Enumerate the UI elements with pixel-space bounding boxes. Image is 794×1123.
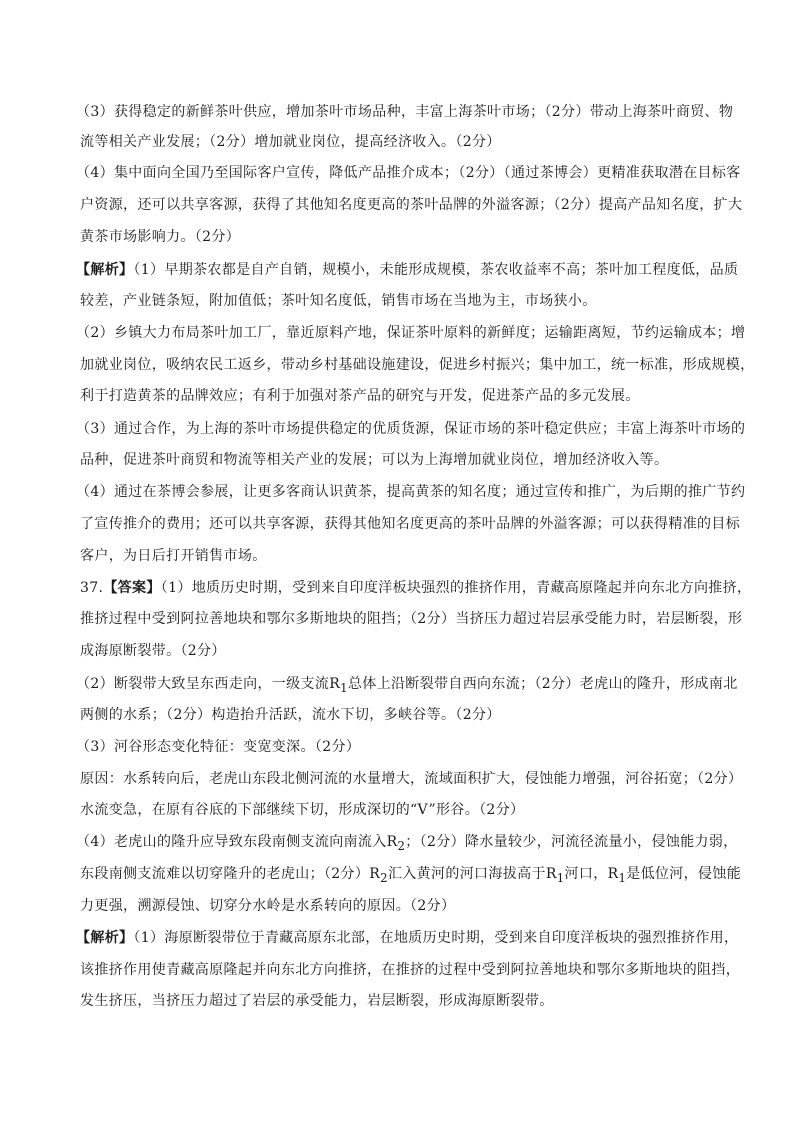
- text-line: 户资源，还可以共享客源，获得了其他知名度更高的茶叶品牌的外溢客源；（2分）提高产品知名度，扩大: [80, 197, 743, 213]
- text-line: 了宣传推介的费用；还可以共享客源，获得其他知名度更高的茶叶品牌的外溢客源；可以获得精准的目标: [80, 516, 741, 532]
- analysis-label: 【解析】: [76, 262, 134, 278]
- text-line: 客户，为日后打开销售市场。: [80, 548, 267, 564]
- text-line: （3）通过合作，为上海的茶叶市场提供稳定的优质货源，保证市场的茶叶稳定供应；丰富上海茶叶市场的: [76, 421, 746, 437]
- text-line: 力更强，溯源侵蚀、切穿分水岭是水系转向的原因。（2分）: [80, 898, 456, 914]
- symbol-r1: $R_1$: [607, 866, 627, 885]
- text-line: 较差，产业链条短，附加值低；茶叶知名度低，销售市场在当地为主，市场狭小。: [80, 293, 597, 309]
- text-line: （4）集中面向全国乃至国际客户宣传，降低产品推介成本；（2分）（通过茶博会）更精准获取潜在目标客: [76, 165, 741, 181]
- text-line: （4）通过在茶博会参展，让更多客商认识黄茶，提高黄茶的知名度；通过宣传和推广，为后期的推广节约: [76, 484, 746, 500]
- text-line: 原因：水系转向后，老虎山东段北侧河流的水量增大，流域面积扩大，侵蚀能力增强，河谷拓宽；（2分）: [80, 771, 743, 787]
- text-line: 该推挤作用使青藏高原隆起并向东北方向推挤，在推挤的过程中受到阿拉善地块和鄂尔多斯地块的阻挡，: [80, 962, 741, 978]
- text-line: 加就业岗位，吸纳农民工返乡，带动乡村基础设施建设，促进乡村振兴；集中加工，统一标准，形成规模，: [80, 357, 755, 373]
- text-line: 两侧的水系；（2分）构造抬升活跃，流水下切，多峡谷等。（2分）: [80, 707, 501, 723]
- text-line: 利于打造黄茶的品牌效应；有利于加强对茶产品的研究与开发，促进茶产品的多元发展。: [80, 388, 640, 404]
- text-line: 【解析】（1）早期茶农都是自产自销，规模小，未能形成规模，茶农收益率不高；茶叶加工程度低，品质: [76, 262, 739, 278]
- text-line: 【解析】（1）海原断裂带位于青藏高原东北部，在地质历史时期，受到来自印度洋板块的强烈推挤作用，: [76, 930, 739, 946]
- text-line: 37.【答案】（1）地质历史时期，受到来自印度洋板块强烈的推挤作用，青藏高原隆起并向东北方向推挤，: [80, 580, 752, 596]
- text-line: 水流变急，在原有谷底的下部继续下切，形成深切的“V”形谷。（2分）: [80, 802, 525, 818]
- text-line: 推挤过程中受到阿拉善地块和鄂尔多斯地块的阻挡；（2分）当挤压力超过岩层承受能力时，岩层断裂，形: [80, 611, 743, 627]
- text-line: 东段南侧支流难以切穿隆升的老虎山；（2分）$R_2$汇入黄河的河口海拔高于$R_1$河口，$R_1$是低位河，侵蚀能: [80, 866, 742, 885]
- text-line: 黄茶市场影响力。（2分）: [80, 229, 241, 245]
- text-line: （4）老虎山的隆升应导致东段南侧支流向南流入$R_2$；（2分）降水量较少，河流径流量小，侵蚀能力弱，: [76, 834, 738, 853]
- answer-label: 【答案】: [103, 580, 161, 596]
- text-line: （2）乡镇大力布局茶叶加工厂，靠近原料产地，保证茶叶原料的新鲜度；运输距离短，节约运输成本；增: [76, 325, 746, 341]
- text-line: （3）河谷形态变化特征：变宽变深。（2分）: [76, 739, 361, 755]
- symbol-r1: $R_1$: [329, 676, 348, 695]
- text-line: 成海原断裂带。（2分）: [80, 643, 226, 659]
- analysis-label: 【解析】: [76, 930, 134, 946]
- question-number: 37.: [80, 580, 104, 596]
- symbol-r2: $R_2$: [386, 834, 406, 853]
- text-line: 发生挤压，当挤压力超过了岩层的承受能力，岩层断裂，形成海原断裂带。: [80, 993, 554, 1009]
- symbol-r1: $R_1$: [545, 866, 565, 885]
- symbol-r2: $R_2$: [369, 866, 388, 885]
- text-line: （2）断裂带大致呈东西走向，一级支流$R_1$总体上沿断裂带自西向东流；（2分）老虎山的隆升，形成南北: [76, 676, 738, 695]
- text-line: （3）获得稳定的新鲜茶叶供应，增加茶叶市场品种，丰富上海茶叶市场；（2分）带动上海茶叶商贸、物: [76, 104, 734, 120]
- text-line: 流等相关产业发展；（2分）增加就业岗位，提高经济收入。（2分）: [80, 134, 501, 150]
- text-line: 品种，促进茶叶商贸和物流等相关产业的发展；可以为上海增加就业岗位，增加经济收入等。: [80, 452, 669, 468]
